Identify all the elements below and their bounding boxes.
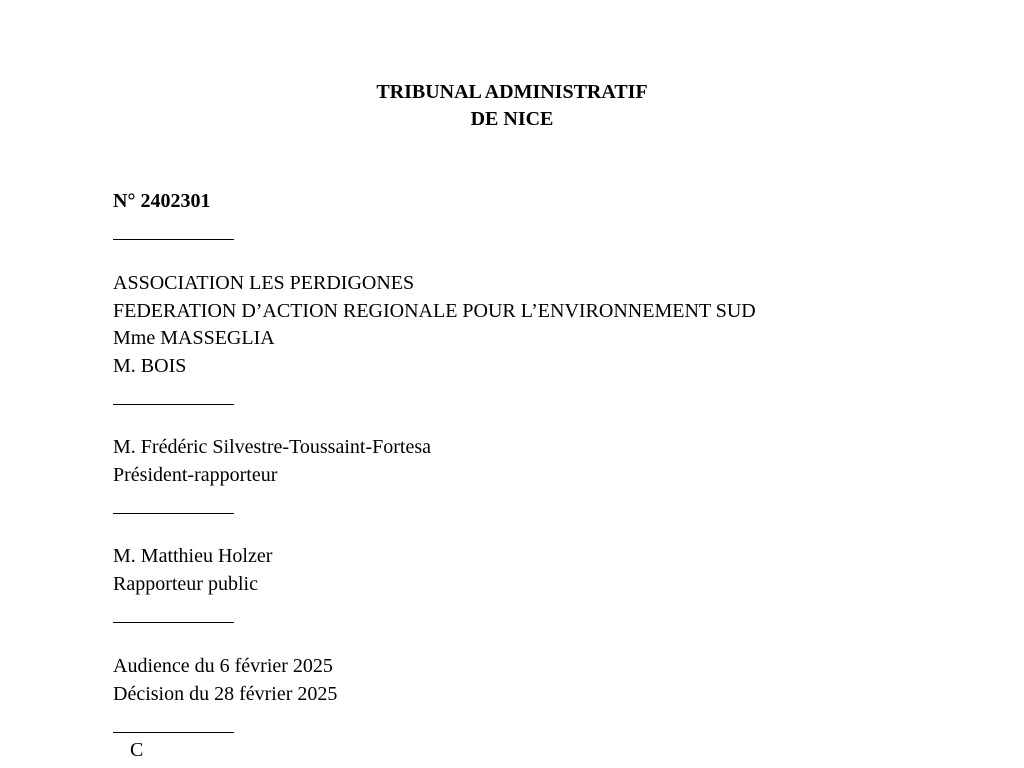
- parties-list: [113, 270, 756, 380]
- court-name-line2: DE NICE: [470, 108, 554, 130]
- public-rapporteur-block: [113, 543, 272, 598]
- separator-line: [113, 513, 234, 514]
- separator-line: [113, 622, 234, 623]
- classification-code: C: [130, 739, 144, 761]
- separator-line: [113, 732, 234, 733]
- court-name-line1: TRIBUNAL ADMINISTRATIF: [376, 81, 648, 103]
- case-number: N° 2402301: [113, 190, 211, 212]
- party-name: ASSOCIATION LES PERDIGONES: [113, 272, 415, 294]
- president-name: M. Frédéric Silvestre-Toussaint-Fortesa: [113, 436, 431, 458]
- separator-line: [113, 404, 234, 405]
- decision-date: Décision du 28 février 2025: [113, 682, 338, 705]
- party-name: FEDERATION D’ACTION REGIONALE POUR L’ENVIRONNEMENT SUD: [113, 299, 756, 322]
- public-rapporteur-name: M. Matthieu Holzer: [113, 545, 273, 567]
- dates-block: [113, 653, 337, 708]
- president-role: Président-rapporteur: [113, 463, 278, 486]
- president-block: [113, 434, 431, 489]
- separator-line: [113, 239, 234, 240]
- hearing-date: Audience du 6 février 2025: [113, 655, 333, 677]
- public-rapporteur-role: Rapporteur public: [113, 572, 258, 595]
- party-name: M. BOIS: [113, 354, 187, 377]
- party-name: Mme MASSEGLIA: [113, 327, 275, 349]
